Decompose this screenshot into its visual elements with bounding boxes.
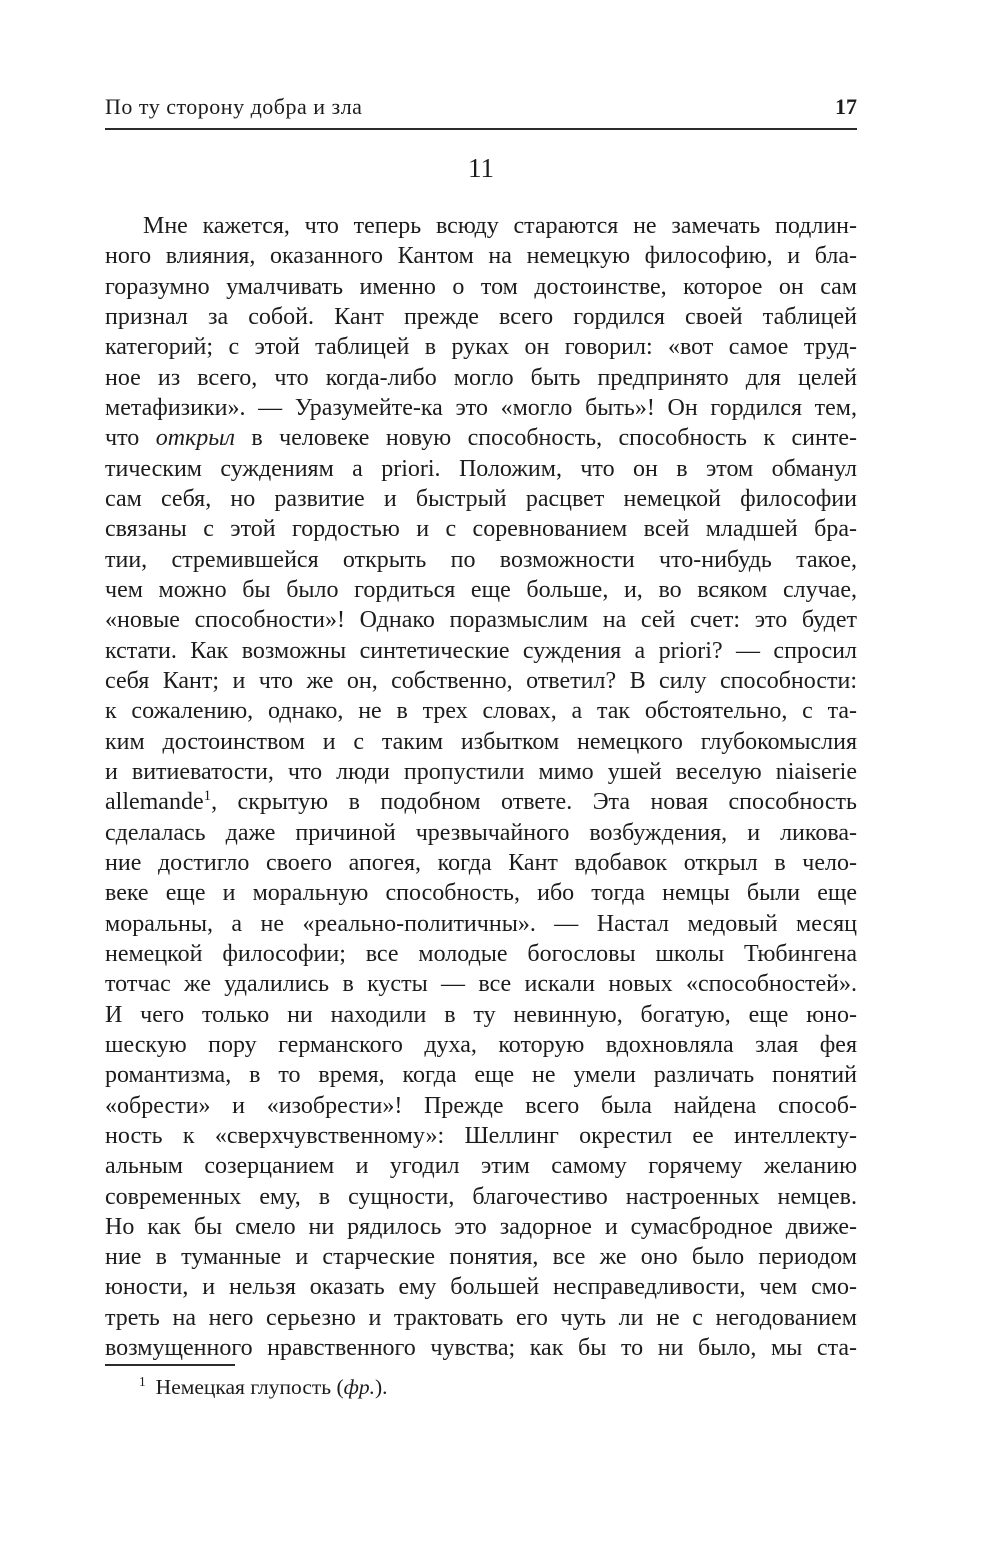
body-line: юности, и нельзя оказать ему большей несправедливости, чем смо- <box>105 1274 857 1301</box>
body-line: сам себя, но развитие и быстрый расцвет немецкой философии <box>105 485 857 512</box>
body-line: шескую пору германского духа, которую вдохновляла злая фея <box>105 1031 857 1058</box>
body-line: себя Кант; и что же он, собственно, ответил? В силу способности: <box>105 667 857 694</box>
body-line: сделалась даже причиной чрезвычайного возбуждения, и ликова- <box>105 819 857 846</box>
body-line: тическим суждениям a priori. Положим, что он в этом обманул <box>105 455 857 482</box>
body-line: ность к «сверхчувственному»: Шеллинг окрестил ее интеллекту- <box>105 1122 857 1149</box>
section-number: 11 <box>468 153 494 183</box>
page-number: 17 <box>835 94 857 119</box>
body-line: моральны, а не «реально-политичны». — Настал медовый месяц <box>105 910 857 937</box>
body-line: связаны с этой гордостью и с соревнованием всей младшей бра- <box>105 516 857 543</box>
body-line: треть на него серьезно и трактовать его чуть ли не с негодованием <box>105 1304 857 1331</box>
body-line: тии, стремившейся открыть по возможности что-нибудь такое, <box>105 546 857 573</box>
footnote-text: Немецкая глупость (фр.). <box>155 1375 388 1399</box>
body-line: И чего только ни находили в ту невинную, богатую, еще юно- <box>105 1001 857 1028</box>
body-line: признал за собой. Кант прежде всего гордился своей таблицей <box>105 303 857 330</box>
body-line: горазумно умалчивать именно о том достоинстве, которое он сам <box>105 273 857 300</box>
body-line: веке еще и моральную способность, ибо тогда немцы были еще <box>105 880 857 907</box>
running-title: По ту сторону добра и зла <box>105 94 363 119</box>
body-line: возмущенного нравственного чувства; как бы то ни было, мы ста- <box>105 1335 857 1362</box>
body-line: чем можно бы было гордиться еще больше, и, во всяком случае, <box>105 576 857 603</box>
header-rule <box>105 128 857 130</box>
body-line: романтизма, в то время, когда еще не умели различать понятий <box>105 1062 857 1089</box>
body-line: метафизики». — Уразумейте-ка это «могло быть»! Он гордился тем, <box>105 394 857 421</box>
body-line: ние достигло своего апогея, когда Кант вдобавок открыл в чело- <box>105 849 857 876</box>
body-line: ное из всего, что когда-либо могло быть предпринято для целей <box>105 364 857 391</box>
body-line: «новые способности»! Однако поразмыслим на сей счет: это будет <box>105 607 857 634</box>
body-line: немецкой философии; все молодые богословы школы Тюбингена <box>105 940 857 967</box>
body-line: allemande$^1$, скрытую в подобном ответе. Эта новая способность <box>105 788 857 816</box>
body-line: кстати. Как возможны синтетические суждения a priori? — спросил <box>105 637 857 664</box>
body-line: тотчас же удалились в кусты — все искали новых «способностей». <box>105 971 857 998</box>
body-line: что открыл в человеке новую способность, способность к синте- <box>105 425 857 452</box>
footnote <box>105 1374 857 1401</box>
body-text <box>105 211 857 1363</box>
body-line: категорий; с этой таблицей в руках он говорил: «вот самое труд- <box>105 334 857 361</box>
body-line: Но как бы смело ни рядилось это задорное и сумасбродное движе- <box>105 1213 857 1240</box>
body-line: ние в туманные и старческие понятия, все же оно было периодом <box>105 1244 857 1271</box>
body-line: ким достоинством и с таким избытком немецкого глубокомыслия <box>105 728 857 755</box>
running-header <box>105 94 857 120</box>
footnote-rule <box>105 1364 235 1366</box>
body-line: ного влияния, оказанного Кантом на немецкую философию, и бла- <box>105 243 857 270</box>
body-line: к сожалению, однако, не в трех словах, а так обстоятельно, с та- <box>105 698 857 725</box>
body-line: и витиеватости, что люди пропустили мимо ушей веселую niaiserie <box>105 758 857 785</box>
body-line: Мне кажется, что теперь всюду стараются не замечать подлин- <box>143 213 857 239</box>
body-line: современных ему, в сущности, благочестиво настроенных немцев. <box>105 1183 857 1210</box>
body-line: «обрести» и «изобрести»! Прежде всего была найдена способ- <box>105 1092 857 1119</box>
footnote-marker: 1 <box>139 1373 146 1389</box>
body-line: альным созерцанием и угодил этим самому горячему желанию <box>105 1153 857 1180</box>
